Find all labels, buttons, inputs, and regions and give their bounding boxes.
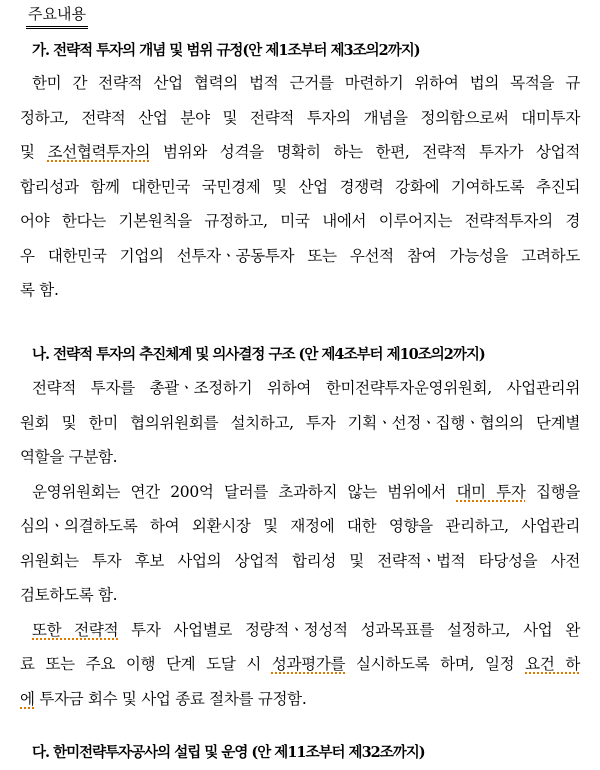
paragraph-line: 정하고, 전략적 산업 분야 및 전략적 투자의 개념을 정의함으로써 대미투자 [20, 109, 580, 127]
text-span: 운영위원회는 연간 200억 달러를 초과하지 않는 범위에서 [32, 483, 457, 501]
paragraph-line [20, 141, 580, 163]
paragraph-line [20, 653, 580, 675]
spellcheck-underlined-word[interactable]: 조선협력투자의 [47, 143, 151, 161]
paragraph-line: 역할을 구분함. [20, 448, 118, 466]
section-heading-ga: 가. 전략적 투자의 개념 및 범위 규정(안 제1조부터 제3조의2까지) [32, 42, 420, 59]
paragraph-line [20, 688, 580, 710]
paragraph-line: 한미 간 전략적 산업 협력의 법적 근거를 마련하기 위하여 법의 목적을 규 [32, 74, 580, 92]
text-span: 집행을 [525, 483, 581, 501]
paragraph-line [20, 481, 580, 503]
paragraph-line: 위원회는 투자 후보 사업의 상업적 합리성 및 전략적ㆍ법적 타당성을 사전 [20, 552, 580, 570]
spellcheck-underlined-word[interactable]: 에 [20, 690, 35, 708]
paragraph-line: 어야 한다는 기본원칙을 규정하고, 미국 내에서 이루어지는 전략적투자의 경 [20, 212, 580, 230]
text-span: 실시하도록 하며, 일정 [345, 655, 526, 673]
paragraph-line: 검토하도록 함. [20, 586, 118, 604]
paragraph-line: 전략적 투자를 총괄ㆍ조정하기 위하여 한미전략투자운영위원회, 사업관리위 [32, 379, 580, 397]
paragraph-line: 합리성과 함께 대한민국 국민경제 및 산업 경쟁력 강화에 기여하도록 추진되 [20, 178, 580, 196]
paragraph-line: 우 대한민국 기업의 선투자ㆍ공동투자 또는 우선적 참여 가능성을 고려하도 [20, 247, 580, 265]
paragraph-line: 록 함. [20, 281, 59, 299]
text-span: 투자 사업별로 정량적ㆍ정성적 성과목표를 설정하고, 사업 완 [118, 621, 580, 639]
spellcheck-underlined-word[interactable]: 또한 전략적 [32, 621, 119, 639]
document-title: 주요내용 [26, 4, 88, 29]
spellcheck-underlined-word[interactable]: 요건 하 [525, 655, 580, 673]
paragraph-line [20, 619, 580, 641]
text-span: 투자금 회수 및 사업 종료 절차를 규정함. [34, 690, 307, 708]
text-span: 범위와 성격을 명확히 하는 한편, 전략적 투자가 상업적 [150, 143, 580, 161]
text-span: 및 [20, 143, 48, 161]
section-heading-na: 나. 전략적 투자의 추진체계 및 의사결정 구조 (안 제4조부터 제10조의2까지) [32, 346, 485, 363]
section-heading-da: 다. 한미전략투자공사의 설립 및 운영 (안 제11조부터 제32조까지) [32, 744, 425, 761]
spellcheck-underlined-word[interactable]: 대미 투자 [456, 483, 526, 501]
text-span: 료 또는 주요 이행 단계 도달 시 [20, 655, 272, 673]
paragraph-line: 원회 및 한미 협의위원회를 설치하고, 투자 기획ㆍ선정ㆍ집행ㆍ협의의 단계별 [20, 414, 580, 432]
paragraph-line: 심의ㆍ의결하도록 하여 외환시장 및 재정에 대한 영향을 관리하고, 사업관리 [20, 517, 580, 535]
spellcheck-underlined-word[interactable]: 성과평가를 [271, 655, 346, 673]
